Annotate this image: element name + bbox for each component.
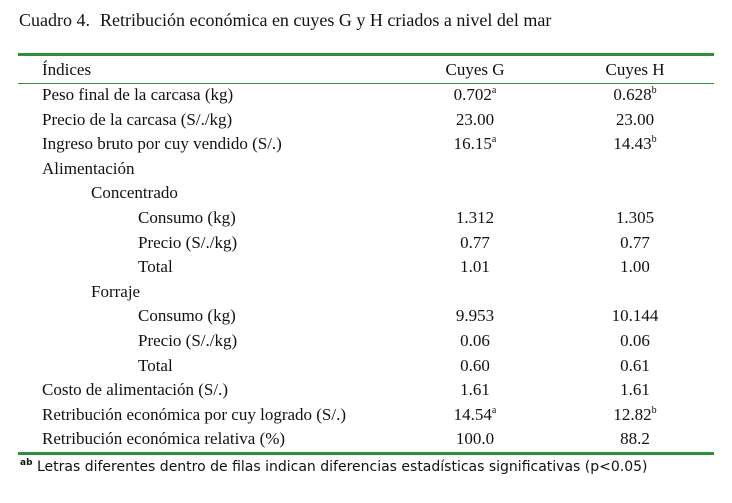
table-row <box>0 206 732 231</box>
table-row <box>0 231 732 256</box>
row-label: Consumo (kg) <box>138 306 236 326</box>
cell-cuyes-h: 0.77 <box>620 232 650 252</box>
cell-cuyes-h: 12.82$^b$ <box>613 404 657 424</box>
row-label: Precio (S/./kg) <box>138 330 238 350</box>
footnote-marker: ab <box>20 458 33 468</box>
row-label: Precio (S/./kg) <box>138 232 238 252</box>
table-subsection-row <box>0 181 732 206</box>
cell-cuyes-g: 16.15$^a$ <box>453 134 497 154</box>
cell-cuyes-g: 23.00 <box>455 109 495 129</box>
table-row <box>0 378 732 403</box>
cell-cuyes-h: 1.305 <box>615 207 655 227</box>
row-label: Costo de alimentación (S/.) <box>42 380 229 400</box>
cell-cuyes-g: 9.953 <box>455 306 495 326</box>
table-header-row <box>0 57 732 83</box>
row-label: Retribución económica por cuy logrado (S/.) <box>42 404 347 424</box>
table-caption <box>19 10 551 31</box>
cell-cuyes-h: 14.43$^b$ <box>613 134 657 154</box>
bottom-rule <box>18 452 714 455</box>
cell-cuyes-h: 1.61 <box>620 380 650 400</box>
cell-cuyes-g: 1.61 <box>460 380 490 400</box>
row-label: Ingreso bruto por cuy vendido (S/.) <box>42 134 282 154</box>
row-label: Peso final de la carcasa (kg) <box>42 85 234 104</box>
cell-cuyes-g: 14.54$^a$ <box>453 404 497 424</box>
header-cuyes-h: Cuyes H <box>605 60 665 79</box>
footnote-text: Letras diferentes dentro de filas indican diferencias estadísticas significativas (p<0.05) <box>36 459 648 475</box>
caption-title: Retribución económica en cuyes G y H criados a nivel del mar <box>100 10 552 30</box>
table-row <box>0 354 732 379</box>
row-label: Total <box>138 257 173 277</box>
row-label: Total <box>138 355 173 375</box>
table-subsection-row <box>0 280 732 305</box>
cell-cuyes-h: 88.2 <box>620 429 650 449</box>
top-rule <box>18 53 714 56</box>
cell-cuyes-g: 0.77 <box>460 232 490 252</box>
cell-cuyes-g: 1.01 <box>460 257 490 277</box>
cell-cuyes-h: 0.628$^b$ <box>613 85 657 104</box>
table-row <box>0 403 732 428</box>
cell-cuyes-h: 0.61 <box>620 355 650 375</box>
table-row <box>0 255 732 280</box>
row-label: Consumo (kg) <box>138 207 236 227</box>
cell-cuyes-g: 0.06 <box>460 330 490 350</box>
table-row <box>0 83 732 108</box>
table-row <box>0 427 732 452</box>
cell-cuyes-h: 0.06 <box>620 330 650 350</box>
cell-cuyes-g: 0.60 <box>460 355 490 375</box>
table-row <box>0 304 732 329</box>
section-label: Alimentación <box>42 158 135 178</box>
row-label: Retribución económica relativa (%) <box>42 429 286 449</box>
subsection-label: Forraje <box>91 281 141 301</box>
header-indices: Índices <box>42 60 92 79</box>
subsection-label: Concentrado <box>91 183 178 203</box>
data-table <box>0 57 732 452</box>
table-footnote <box>20 459 648 475</box>
cell-cuyes-h: 1.00 <box>620 257 650 277</box>
cell-cuyes-g: 100.0 <box>455 429 495 449</box>
cell-cuyes-h: 10.144 <box>611 306 659 326</box>
cell-cuyes-g: 1.312 <box>455 207 495 227</box>
row-label: Precio de la carcasa (S/./kg) <box>42 109 233 129</box>
header-cuyes-g: Cuyes G <box>445 60 505 79</box>
table-row <box>0 108 732 133</box>
cell-cuyes-h: 23.00 <box>615 109 655 129</box>
table-section-row <box>0 157 732 182</box>
table-row <box>0 329 732 354</box>
cell-cuyes-g: 0.702$^a$ <box>453 85 497 104</box>
caption-number: Cuadro 4. <box>19 10 90 30</box>
table-row <box>0 132 732 157</box>
